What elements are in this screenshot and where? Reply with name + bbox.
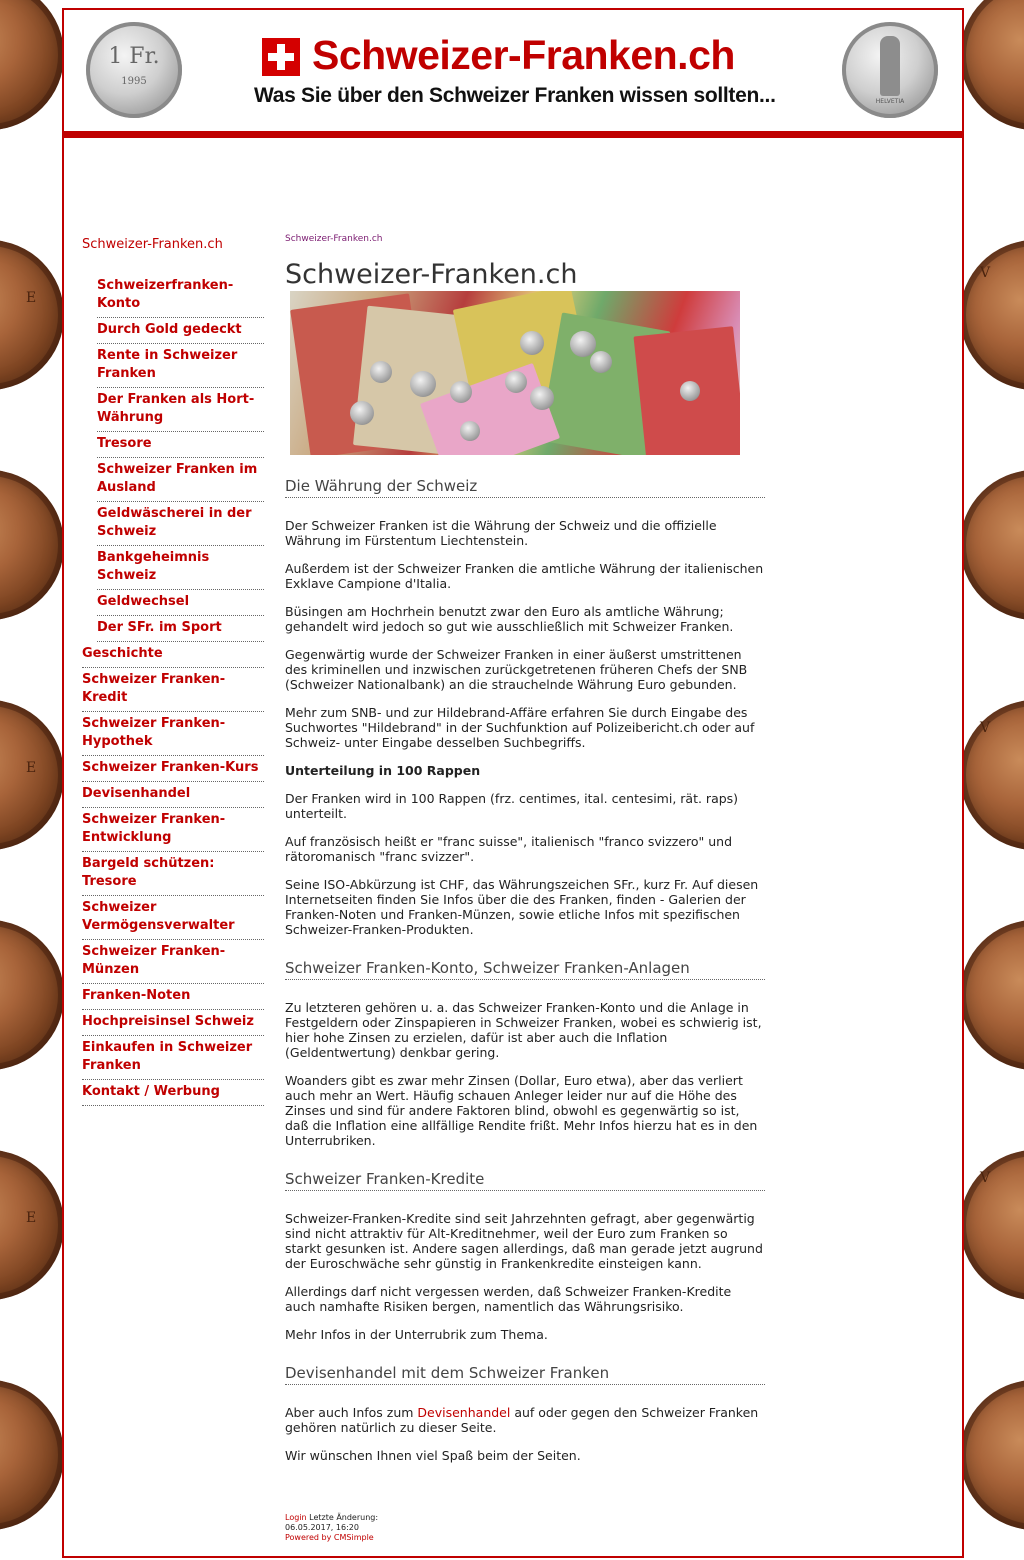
section-heading-konto: Schweizer Franken-Konto, Schweizer Franken-Anlagen [285,959,765,980]
paragraph: Gegenwärtig wurde der Schweizer Franken in einer äußerst umstrittenen des kriminellen und inzwischen zurückgetretenen früheren Chefs der SNB (Schweizer Nationalbank) an die strauchelnde Währung Euro gebunden. [285,647,748,692]
nav-sub-ausland[interactable]: Schweizer Franken im Ausland [97,458,264,502]
subheading-rappen: Unterteilung in 100 Rappen [285,763,481,778]
nav-sub-rente[interactable]: Rente in Schweizer Franken [97,344,264,388]
helvetia-coin-image [842,22,938,118]
site-title[interactable]: Schweizer-Franken.ch [312,32,735,78]
nav-home[interactable]: Schweizer-Franken.ch [82,237,223,252]
paragraph: Büsingen am Hochrhein benutzt zwar den Euro als amtliche Währung; gehandelt wird jedoch so gut wie ausschließlich mit Schweizer Franken. [285,604,734,634]
last-change-date: 06.05.2017, 16:20 [285,1523,359,1532]
background-coins-right: V V V [960,0,1024,1560]
nav-geschichte[interactable]: Geschichte [82,642,264,668]
coin-value: 1 Fr. [108,44,160,69]
nav-entwicklung[interactable]: Schweizer Franken-Entwicklung [82,808,264,852]
nav-noten[interactable]: Franken-Noten [82,984,264,1010]
nav-bargeld-tresore[interactable]: Bargeld schützen: Tresore [82,852,264,896]
nav-muenzen[interactable]: Schweizer Franken-Münzen [82,940,264,984]
nav-sub-bankgeheimnis[interactable]: Bankgeheimnis Schweiz [97,546,264,590]
powered-by-link[interactable]: Powered by CMSimple [285,1533,374,1542]
devisenhandel-link[interactable]: Devisenhandel [417,1405,511,1420]
nav-vermoegensverwalter[interactable]: Schweizer Vermögensverwalter [82,896,264,940]
paragraph: Der Franken wird in 100 Rappen (frz. centimes, ital. centesimi, rät. raps) unterteilt. [285,791,739,821]
swiss-flag-icon [262,38,300,76]
paragraph: Mehr zum SNB- und zur Hildebrand-Affäre erfahren Sie durch Eingabe des Suchwortes "Hildebrand" in der Suchfunktion auf Polizeibericht.ch oder auf Schweiz- unter Eingabe desselben Suchbegriffs. [285,705,755,750]
nav-sub-geldwechsel[interactable]: Geldwechsel [97,590,264,616]
paragraph [285,1405,765,1435]
banknotes-and-coins-image [290,291,740,455]
nav-sub-hort[interactable]: Der Franken als Hort-Währung [97,388,264,432]
nav-sub-geldwaescherei[interactable]: Geldwäscherei in der Schweiz [97,502,264,546]
page-footer [285,1513,378,1543]
nav-sub-gold[interactable]: Durch Gold gedeckt [97,318,264,344]
paragraph: Wir wünschen Ihnen viel Spaß beim der Seiten. [285,1448,581,1463]
paragraph-text: auf oder gegen den Schweizer Franken gehören natürlich zu dieser Seite. [285,1405,759,1435]
last-change-label: Letzte Änderung: [306,1513,379,1522]
nav-sub-sport[interactable]: Der SFr. im Sport [97,616,264,642]
nav-einkaufen[interactable]: Einkaufen in Schweizer Franken [82,1036,264,1080]
nav-sub-tresore[interactable]: Tresore [97,432,264,458]
nav-hypothek[interactable]: Schweizer Franken-Hypothek [82,712,264,756]
breadcrumb[interactable]: Schweizer-Franken.ch [285,234,383,244]
nav-devisenhandel[interactable]: Devisenhandel [82,782,264,808]
header-divider [64,131,962,138]
page-title: Schweizer-Franken.ch [285,259,578,290]
nav-kredit[interactable]: Schweizer Franken-Kredit [82,668,264,712]
paragraph: Außerdem ist der Schweizer Franken die amtliche Währung der italienischen Exklave Campione d'Italia. [285,561,764,591]
login-link[interactable]: Login [285,1513,307,1522]
main-content [285,230,765,1476]
paragraph: Auf französisch heißt er "franc suisse", italienisch "franco svizzero" und rätoromanisch "franc svizzer". [285,834,733,864]
paragraph: Zu letzteren gehören u. a. das Schweizer Franken-Konto und die Anlage in Festgeldern oder Zinspapieren in Schweizer Franken, wobei es schwierig ist, hier hohe Zinsen zu erzielen, dafür ist aber auch die Inflation (Geldentwertung) denkbar gering. [285,1000,762,1060]
paragraph: Der Schweizer Franken ist die Währung der Schweiz und die offizielle Währung im Fürstentum Liechtenstein. [285,518,717,548]
coin-year: 1995 [121,76,147,87]
helvetia-figure-icon [880,36,900,96]
site-header [64,10,962,132]
section-heading-kredite: Schweizer Franken-Kredite [285,1170,765,1191]
section-heading-waehrung: Die Währung der Schweiz [285,477,765,498]
one-franc-coin-image [86,22,182,118]
nav-kurs[interactable]: Schweizer Franken-Kurs [82,756,264,782]
paragraph-text: Aber auch Infos zum [285,1405,418,1420]
paragraph: Woanders gibt es zwar mehr Zinsen (Dollar, Euro etwa), aber das verliert auch mehr an Wert. Häufig schauen Anleger leider nur auf die Höhe des Zinses und sind für andere Faktoren blind, obwohl es gegenwärtig so ist, daß die Inflation eine allfällige Rendite frißt. Mehr Infos hierzu hat es in den Unterrubriken. [285,1073,758,1148]
coin-inscription: HELVETIA [875,98,905,105]
paragraph: Schweizer-Franken-Kredite sind seit Jahrzehnten gefragt, aber gegenwärtig sind nicht attraktiv für Alt-Kreditnehmer, weil der Euro zum Franken so starkt gesunken ist. Andere sagen allerdings, daß man gerade jetzt augrund der Euroschwäche sehr günstig in Frankenkredite einsteigen kann. [285,1211,763,1271]
sidebar-nav [82,230,264,1106]
nav-hochpreisinsel[interactable]: Hochpreisinsel Schweiz [82,1010,264,1036]
site-slogan: Was Sie über den Schweizer Franken wissen sollten... [254,84,776,107]
nav-sub-konto[interactable]: Schweizerfranken-Konto [97,274,264,318]
nav-kontakt[interactable]: Kontakt / Werbung [82,1080,264,1106]
section-heading-devisenhandel: Devisenhandel mit dem Schweizer Franken [285,1364,765,1385]
background-coins-left: E E E [0,0,64,1560]
paragraph: Mehr Infos in der Unterrubrik zum Thema. [285,1327,548,1342]
nav-subitems [97,274,264,642]
paragraph: Seine ISO-Abkürzung ist CHF, das Währungszeichen SFr., kurz Fr. Auf diesen Internetseiten finden Sie Infos über die des Franken, finden - Galerien der Franken-Noten und Franken-Münzen, sowie etliche Infos mit spezifischen Schweizer-Franken-Produkten. [285,877,759,937]
paragraph: Allerdings darf nicht vergessen werden, daß Schweizer Franken-Kredite auch namhafte Risiken bergen, namentlich das Währungsrisiko. [285,1284,732,1314]
